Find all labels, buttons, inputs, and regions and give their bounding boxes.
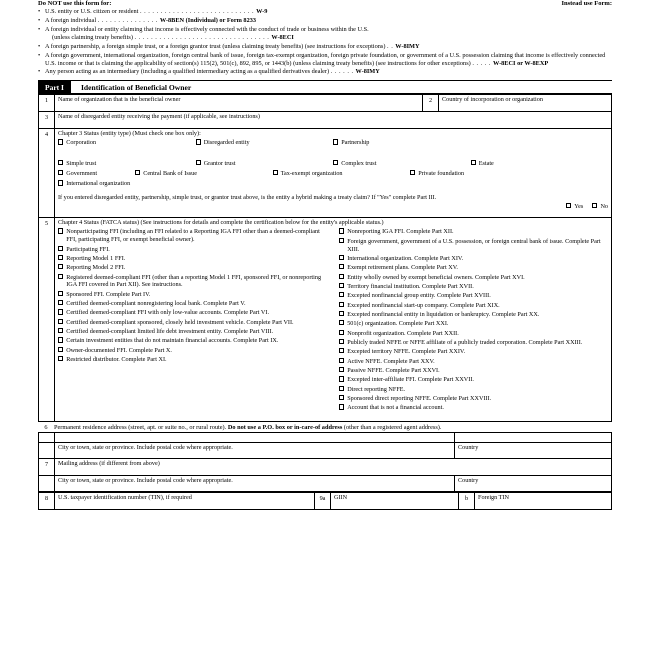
line-5-number: 5 bbox=[39, 218, 55, 421]
option-label: Estate bbox=[478, 159, 494, 167]
checkbox-icon[interactable] bbox=[196, 160, 201, 165]
checkbox-sponsored-ffi[interactable] bbox=[58, 291, 327, 299]
option-label: Grantor trust bbox=[203, 159, 236, 167]
checkbox-icon[interactable] bbox=[58, 264, 63, 269]
list-item-text: A foreign government, international organization, foreign central bank of issue, foreign tax-exempt organization, foreign private foundation, or government of a U.S. possession claiming that income is effectively connected U.S. income or that is claiming the applicability of section(s) 115(2), 501(c), 892, 895, or 1443(b) (unless claiming treaty benefits) (see instructions for other exceptions) bbox=[45, 51, 606, 67]
checkbox-icon[interactable] bbox=[58, 337, 63, 342]
checkbox-icon[interactable] bbox=[339, 255, 344, 260]
checkbox-corporation[interactable] bbox=[58, 139, 196, 147]
table-row bbox=[39, 432, 612, 442]
list-item-subtext: (unless claiming treaty benefits) bbox=[52, 33, 133, 41]
line-7-field[interactable] bbox=[55, 458, 612, 475]
address-table bbox=[38, 432, 612, 492]
option-label: Excepted nonfinancial group entity. Complete Part XVIII. bbox=[347, 292, 491, 300]
option-label: 501(c) organization. Complete Part XXI. bbox=[347, 320, 449, 328]
checkbox-icon[interactable] bbox=[471, 160, 476, 165]
checkbox-nonregistering-local-bank[interactable] bbox=[58, 300, 327, 308]
line-9b-field[interactable] bbox=[475, 492, 612, 509]
checkbox-icon[interactable] bbox=[333, 139, 338, 144]
hybrid-yes-no-group bbox=[58, 203, 608, 211]
line-4-label: Chapter 3 Status (entity type) (Must check one box only): bbox=[58, 130, 201, 138]
chapter-4-right-column bbox=[339, 228, 608, 413]
line-6-label-pre: Permanent residence address (street, apt. or suite no., or rural route). bbox=[54, 423, 227, 431]
checkbox-disregarded-entity[interactable] bbox=[196, 139, 334, 147]
checkbox-icon[interactable] bbox=[339, 367, 344, 372]
checkbox-grantor-trust[interactable] bbox=[196, 160, 334, 168]
checkbox-limited-life-debt-investment-entity[interactable] bbox=[58, 328, 327, 336]
option-label: Excepted nonfinancial start-up company. Complete Part XIX. bbox=[347, 301, 500, 309]
checkbox-icon[interactable] bbox=[333, 160, 338, 165]
line-9b-number: b bbox=[459, 492, 475, 509]
chapter-3-status-options bbox=[58, 139, 608, 190]
bullet-icon: • bbox=[38, 16, 41, 24]
part-1-table bbox=[38, 94, 612, 421]
line-6-city-field[interactable] bbox=[55, 442, 455, 458]
option-label: Publicly traded NFFE or NFFE affiliate of a publicly traded corporation. Complete Part XXIII. bbox=[347, 338, 583, 346]
line-4-number: 4 bbox=[39, 129, 55, 218]
option-label: Foreign government, government of a U.S. possession, or foreign central bank of issue. Complete Part XIII. bbox=[347, 237, 601, 253]
do-not-use-header bbox=[38, 0, 612, 7]
line-9a-number: 9a bbox=[315, 492, 331, 509]
checkbox-icon[interactable] bbox=[58, 328, 63, 333]
bullet-icon: • bbox=[38, 42, 41, 50]
list-item-text: A foreign partnership, a foreign simple trust, or a foreign grantor trust (unless claiming treaty benefits) (see instructions for exceptions) bbox=[45, 42, 386, 50]
checkbox-icon[interactable] bbox=[339, 330, 344, 335]
line-8-number: 8 bbox=[39, 492, 55, 509]
option-label: Partnership bbox=[341, 139, 370, 147]
checkbox-icon[interactable] bbox=[339, 320, 344, 325]
checkbox-international-organization[interactable] bbox=[58, 180, 196, 188]
list-item-code: W-8IMY bbox=[395, 42, 420, 50]
checkbox-complex-trust[interactable] bbox=[333, 160, 471, 168]
checkbox-low-value-accounts[interactable] bbox=[58, 309, 327, 317]
instead-use-label: Instead use Form: bbox=[561, 0, 612, 7]
checkbox-icon[interactable] bbox=[58, 309, 63, 314]
checkbox-icon[interactable] bbox=[339, 274, 344, 279]
checkbox-yes[interactable] bbox=[566, 203, 583, 211]
checkbox-row-spacer bbox=[58, 150, 608, 158]
line-7-country-label: Country bbox=[458, 476, 479, 484]
checkbox-excepted-nonfinancial-start-up[interactable] bbox=[339, 302, 608, 310]
checkbox-icon[interactable] bbox=[410, 170, 415, 175]
line-6-city-label: City or town, state or province. Include postal code where appropriate. bbox=[58, 443, 233, 451]
checkbox-active-nffe[interactable] bbox=[339, 358, 608, 366]
table-row bbox=[39, 95, 612, 112]
line-8-field[interactable] bbox=[55, 492, 315, 509]
option-label: Simple trust bbox=[66, 159, 97, 167]
line-7-city-label: City or town, state or province. Include postal code where appropriate. bbox=[58, 476, 233, 484]
checkbox-exempt-retirement-plans[interactable] bbox=[339, 264, 608, 272]
list-item bbox=[38, 68, 612, 76]
line-6-address-field-right[interactable] bbox=[455, 432, 612, 442]
checkbox-direct-reporting-nffe[interactable] bbox=[339, 386, 608, 394]
checkbox-territory-financial-institution[interactable] bbox=[339, 283, 608, 291]
chapter-4-status-options bbox=[58, 228, 608, 413]
leader-dots: . . . . . . bbox=[330, 68, 354, 76]
part-1-title: Identification of Beneficial Owner bbox=[80, 82, 192, 92]
list-item bbox=[38, 43, 612, 51]
list-item-code: W-9 bbox=[256, 8, 268, 15]
checkbox-entity-wholly-owned-by-exempt-beneficial-owners[interactable] bbox=[339, 274, 608, 282]
checkbox-icon[interactable] bbox=[58, 170, 63, 175]
option-label: Owner-documented FFI. Complete Part X. bbox=[66, 346, 172, 354]
list-item-code: W-8BEN (Individual) or Form 8233 bbox=[159, 16, 257, 24]
checkbox-icon[interactable] bbox=[339, 339, 344, 344]
checkbox-excepted-nonfinancial-entity-in-liquidation[interactable] bbox=[339, 311, 608, 319]
option-label: Complex trust bbox=[341, 159, 377, 167]
checkbox-icon[interactable] bbox=[196, 139, 201, 144]
hybrid-treaty-note: If you entered disregarded entity, partnership, simple trust, or grantor trust above, is the entity a hybrid making a treaty claim? If "Yes" complete Part III. bbox=[58, 193, 437, 201]
option-label: International organization. Complete Part XIV. bbox=[347, 254, 464, 262]
checkbox-owner-documented-ffi[interactable] bbox=[58, 347, 327, 355]
chapter-4-left-column bbox=[58, 228, 327, 413]
checkbox-icon[interactable] bbox=[339, 348, 344, 353]
checkbox-nonprofit-organization[interactable] bbox=[339, 330, 608, 338]
checkbox-publicly-traded-nffe[interactable] bbox=[339, 339, 608, 347]
list-item-code: W-8ECI bbox=[271, 33, 294, 41]
table-row bbox=[39, 458, 612, 475]
checkbox-icon[interactable] bbox=[339, 311, 344, 316]
checkbox-icon[interactable] bbox=[339, 264, 344, 269]
line-1-field[interactable] bbox=[55, 95, 423, 112]
checkbox-private-foundation[interactable] bbox=[410, 170, 548, 178]
checkbox-icon[interactable] bbox=[592, 203, 597, 208]
line-6-country-field[interactable] bbox=[455, 442, 612, 458]
option-label: Passive NFFE. Complete Part XXVI. bbox=[347, 366, 440, 374]
line-2-field[interactable] bbox=[439, 95, 612, 112]
checkbox-icon[interactable] bbox=[135, 170, 140, 175]
table-row bbox=[39, 112, 612, 129]
checkbox-icon[interactable] bbox=[339, 302, 344, 307]
option-label: Central Bank of Issue bbox=[143, 170, 197, 178]
option-label: Certified deemed-compliant FFI with only low-value accounts. Complete Part VI. bbox=[66, 309, 270, 317]
checkbox-reporting-model-2-ffi[interactable] bbox=[58, 264, 327, 272]
option-label: Restricted distributor. Complete Part XI. bbox=[66, 356, 167, 364]
option-label: Sponsored FFI. Complete Part IV. bbox=[66, 290, 151, 298]
checkbox-closely-held-investment-vehicle[interactable] bbox=[58, 319, 327, 327]
checkbox-icon[interactable] bbox=[58, 246, 63, 251]
checkbox-participating-ffi[interactable] bbox=[58, 246, 327, 254]
line-2-number: 2 bbox=[423, 95, 439, 112]
line-1-label: Name of organization that is the beneficial owner bbox=[58, 96, 181, 104]
bullet-icon: • bbox=[38, 8, 41, 15]
option-label: Excepted territory NFFE. Complete Part XXIV. bbox=[347, 348, 466, 356]
part-1-tag: Part I bbox=[38, 81, 71, 93]
bullet-icon: • bbox=[38, 51, 41, 59]
checkbox-icon[interactable] bbox=[58, 300, 63, 305]
checkbox-simple-trust[interactable] bbox=[58, 160, 196, 168]
option-label: Territory financial institution. Complete Part XVII. bbox=[347, 282, 474, 290]
line-5-label: Chapter 4 Status (FATCA status) (See instructions for details and complete the certification below for the entity's applicable status.) bbox=[58, 219, 384, 227]
do-not-use-label: Do NOT use this form for: bbox=[38, 0, 112, 7]
checkbox-icon[interactable] bbox=[339, 292, 344, 297]
line-6-number: 6 bbox=[44, 423, 48, 431]
line-6-address-spacer bbox=[39, 432, 55, 442]
list-item bbox=[38, 52, 612, 68]
checkbox-sponsored-direct-reporting-nffe[interactable] bbox=[339, 395, 608, 403]
option-label: Corporation bbox=[66, 139, 97, 147]
checkbox-icon[interactable] bbox=[339, 386, 344, 391]
checkbox-tax-exempt-organization[interactable] bbox=[273, 170, 411, 178]
checkbox-foreign-government[interactable] bbox=[339, 238, 608, 254]
line-3-field[interactable] bbox=[55, 112, 612, 129]
leader-dots: . . . . . bbox=[472, 59, 491, 67]
checkbox-icon[interactable] bbox=[58, 356, 63, 361]
list-item bbox=[38, 17, 612, 25]
leader-dots: . . . . . . . . . . . . . . . bbox=[97, 16, 158, 24]
checkbox-central-bank-of-issue[interactable] bbox=[135, 170, 273, 178]
line-2-label: Country of incorporation or organization bbox=[442, 96, 543, 104]
table-row bbox=[39, 475, 612, 491]
line-7-label: Mailing address (if different from above) bbox=[58, 459, 160, 467]
option-label: Entity wholly owned by exempt beneficial owners. Complete Part XVI. bbox=[347, 273, 525, 281]
option-label: Sponsored direct reporting NFFE. Complete Part XXVIII. bbox=[347, 395, 492, 402]
option-label: Reporting Model 1 FFI. bbox=[66, 254, 126, 262]
option-label: Disregarded entity bbox=[203, 139, 250, 147]
checkbox-passive-nffe[interactable] bbox=[339, 367, 608, 375]
checkbox-icon[interactable] bbox=[339, 395, 344, 400]
part-1-banner bbox=[38, 80, 612, 94]
checkbox-excepted-nonfinancial-group-entity[interactable] bbox=[339, 292, 608, 300]
option-label: No bbox=[600, 202, 608, 210]
option-label: Nonparticipating FFI (including an FFI related to a Reporting IGA FFI other than a deemed-compliant FFI, participating FFI, or exempt beneficial owner). bbox=[66, 228, 320, 244]
line-6-address-field[interactable] bbox=[55, 432, 455, 442]
list-item-text: A foreign individual bbox=[45, 16, 97, 24]
line-8-label: U.S. taxpayer identification number (TIN), if required bbox=[58, 493, 192, 501]
checkbox-nonparticipating-ffi[interactable] bbox=[58, 228, 327, 244]
bullet-icon: • bbox=[38, 25, 41, 33]
line-9b-label: Foreign TIN bbox=[478, 493, 509, 501]
leader-dots: . . . . . . . . . . . . . . . . . . . . . . . . . . . . . . . . . bbox=[134, 33, 270, 41]
line-7-city-spacer bbox=[39, 475, 55, 491]
list-item bbox=[38, 26, 612, 42]
checkbox-icon[interactable] bbox=[58, 291, 63, 296]
checkbox-excepted-territory-nffe[interactable] bbox=[339, 348, 608, 356]
list-item-text: A foreign individual or entity claiming that income is effectively connected with the conduct of trade or business within the U.S. bbox=[45, 25, 369, 33]
checkbox-icon[interactable] bbox=[566, 203, 571, 208]
line-6-header bbox=[38, 422, 612, 432]
line-9a-label: GIIN bbox=[334, 493, 348, 501]
checkbox-icon[interactable] bbox=[339, 376, 344, 381]
list-item-text: Any person acting as an intermediary (including a qualified intermediary acting as a qualified derivatives dealer) bbox=[45, 68, 330, 76]
leader-dots: . . bbox=[387, 42, 394, 50]
checkbox-restricted-distributor[interactable] bbox=[58, 356, 327, 364]
option-label: Certified deemed-compliant limited life debt investment entity. Complete Part VIII. bbox=[66, 328, 274, 335]
checkbox-icon[interactable] bbox=[273, 170, 278, 175]
option-label: Nonreporting IGA FFI. Complete Part XII. bbox=[347, 228, 454, 236]
option-label: Excepted inter-affiliate FFI. Complete Part XXVII. bbox=[347, 376, 474, 384]
option-label: Registered deemed-compliant FFI (other than a reporting Model 1 FFI, sponsored FFI, or nonreporting IGA FFI covered in Part XII). See instructions. bbox=[66, 273, 322, 289]
checkbox-icon[interactable] bbox=[58, 255, 63, 260]
checkbox-partnership[interactable] bbox=[333, 139, 471, 147]
leader-dots: . . . . . . . . . . . . . . . . . . . . . . . . . . . . bbox=[139, 8, 255, 15]
line-3-label: Name of disregarded entity receiving the payment (if applicable, see instructions) bbox=[58, 113, 260, 121]
line-7-country-field[interactable] bbox=[455, 475, 612, 491]
option-label: Certified deemed-compliant sponsored, closely held investment vehicle. Complete Part VII. bbox=[66, 318, 294, 326]
checkbox-registered-deemed-compliant-ffi[interactable] bbox=[58, 274, 327, 290]
checkbox-icon[interactable] bbox=[339, 404, 344, 409]
line-6-country-label: Country bbox=[458, 443, 479, 451]
bullet-icon: • bbox=[38, 68, 41, 76]
line-7-city-field[interactable] bbox=[55, 475, 455, 491]
checkbox-international-organization-p14[interactable] bbox=[339, 255, 608, 263]
checkbox-icon[interactable] bbox=[339, 238, 344, 243]
line-6-city-spacer bbox=[39, 442, 55, 458]
list-item-code: W-8IMY bbox=[355, 68, 380, 76]
line-4-field bbox=[55, 129, 612, 218]
option-label: Certain investment entities that do not maintain financial accounts. Complete Part IX. bbox=[66, 337, 279, 345]
list-item-text: U.S. entity or U.S. citizen or resident bbox=[45, 8, 139, 15]
checkbox-icon[interactable] bbox=[58, 160, 63, 165]
option-label: Direct reporting NFFE. bbox=[347, 385, 406, 393]
option-label: Exempt retirement plans. Complete Part XV. bbox=[347, 264, 458, 272]
option-label: Account that is not a financial account. bbox=[347, 404, 444, 412]
checkbox-icon[interactable] bbox=[58, 347, 63, 352]
checkbox-excepted-inter-affiliate-ffi[interactable] bbox=[339, 376, 608, 384]
table-row bbox=[39, 129, 612, 218]
line-5-field bbox=[55, 218, 612, 421]
checkbox-icon[interactable] bbox=[339, 358, 344, 363]
checkbox-estate[interactable] bbox=[471, 160, 609, 168]
line-1-number: 1 bbox=[39, 95, 55, 112]
option-label: Certified deemed-compliant nonregistering local bank. Complete Part V. bbox=[66, 299, 246, 307]
checkbox-reporting-model-1-ffi[interactable] bbox=[58, 255, 327, 263]
checkbox-government[interactable] bbox=[58, 170, 135, 178]
list-item bbox=[38, 8, 612, 16]
checkbox-no[interactable] bbox=[592, 203, 608, 211]
option-label: Private foundation bbox=[418, 170, 465, 178]
do-not-use-list bbox=[38, 8, 612, 76]
checkbox-icon[interactable] bbox=[58, 139, 63, 144]
list-item-code: W-8ECI or W-8EXP bbox=[493, 59, 549, 67]
option-label: Tax-exempt organization bbox=[280, 170, 343, 178]
table-row bbox=[39, 442, 612, 458]
checkbox-icon[interactable] bbox=[58, 274, 63, 279]
line-7-number: 7 bbox=[39, 458, 55, 475]
checkbox-icon[interactable] bbox=[58, 180, 63, 185]
checkbox-icon[interactable] bbox=[339, 283, 344, 288]
checkbox-nonreporting-iga-ffi[interactable] bbox=[339, 228, 608, 236]
checkbox-account-not-financial-account[interactable] bbox=[339, 404, 608, 412]
line-6-label-bold: Do not use a P.O. box or in-care-of address bbox=[227, 423, 343, 431]
option-label: Excepted nonfinancial entity in liquidation or bankruptcy. Complete Part XX. bbox=[347, 310, 540, 318]
line-6-label-post: (other than a registered agent address). bbox=[343, 423, 442, 431]
tin-table bbox=[38, 492, 612, 510]
option-label: Active NFFE. Complete Part XXV. bbox=[347, 357, 435, 365]
option-label: Reporting Model 2 FFI. bbox=[66, 264, 126, 272]
option-label: Yes bbox=[574, 202, 584, 210]
checkbox-icon[interactable] bbox=[58, 228, 63, 233]
option-label: International organization bbox=[66, 180, 131, 188]
checkbox-501c-organization[interactable] bbox=[339, 320, 608, 328]
line-9a-field[interactable] bbox=[331, 492, 459, 509]
checkbox-certain-investment-entities[interactable] bbox=[58, 337, 327, 345]
table-row bbox=[39, 492, 612, 509]
option-label: Government bbox=[66, 170, 98, 178]
option-label: Participating FFI. bbox=[66, 245, 110, 253]
checkbox-icon[interactable] bbox=[58, 319, 63, 324]
line-3-number: 3 bbox=[39, 112, 55, 129]
table-row bbox=[39, 218, 612, 421]
option-label: Nonprofit organization. Complete Part XXII. bbox=[347, 329, 459, 337]
checkbox-icon[interactable] bbox=[339, 228, 344, 233]
